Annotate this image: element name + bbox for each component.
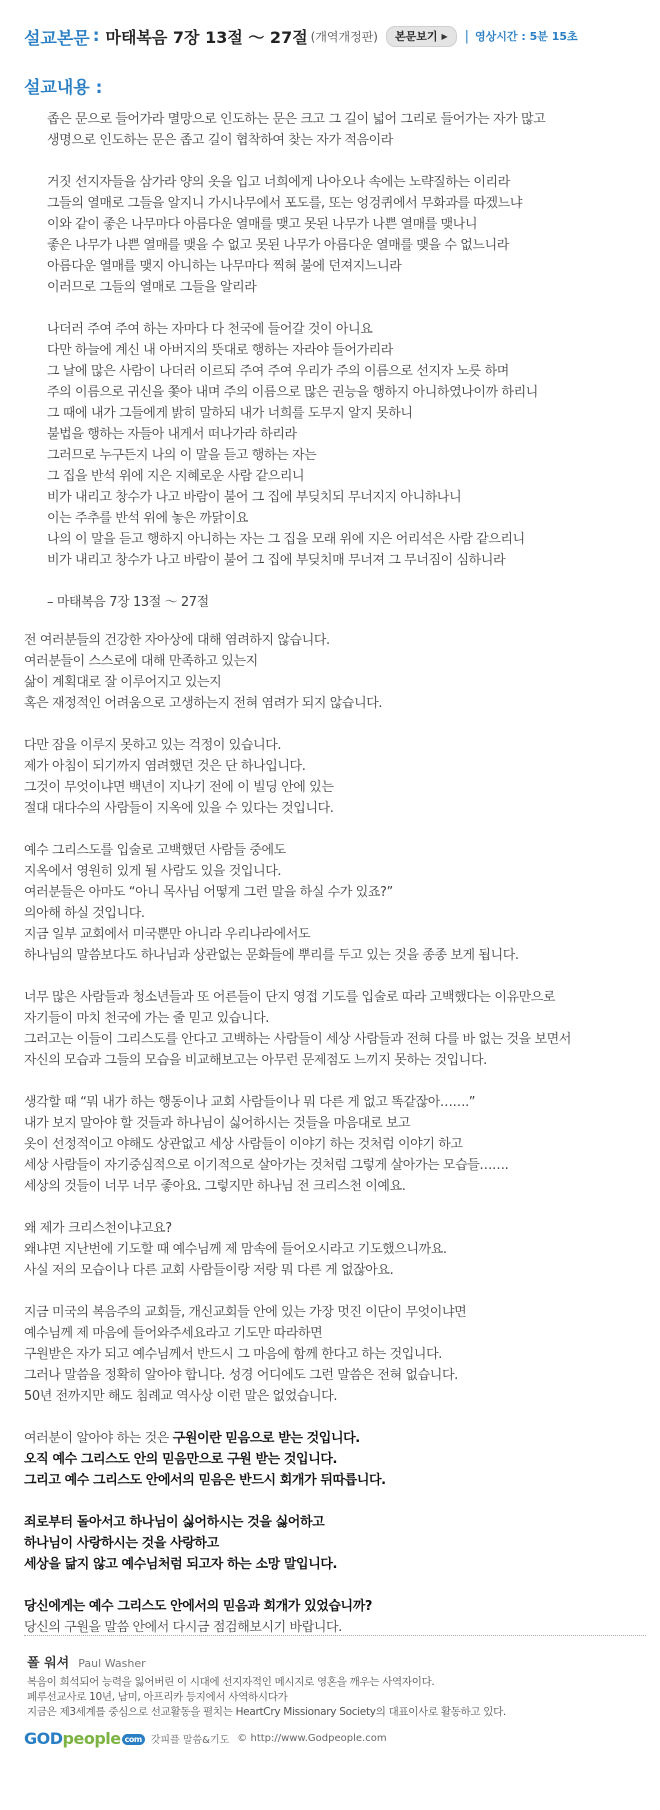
author-name: 폴 워셔	[27, 1656, 70, 1671]
text-line: 그러나 말씀을 정확히 알아야 합니다. 성경 어디에도 그런 말씀은 전혀 없습니다.	[24, 1368, 458, 1383]
text-line: 아름다운 열매를 맺지 아니하는 나무마다 찍혀 불에 던져지느니라	[47, 259, 402, 274]
text-line: 좁은 문으로 들어가라 멸망으로 인도하는 문은 크고 그 길이 넓어 그리로 들어가는 자가 많고	[47, 112, 546, 127]
logo-com-badge: com	[122, 1734, 145, 1745]
text-line	[24, 1071, 571, 1092]
logo-people-text: people	[62, 1728, 121, 1748]
divider	[24, 1635, 646, 1636]
text-line: 너무 많은 사람들과 청소년들과 또 어른들이 단지 영접 기도를 입술로 따라 고백했다는 이유만으로	[24, 990, 556, 1005]
text-line: 그 때에 내가 그들에게 밝히 말하되 내가 너희를 도무지 알지 못하니	[47, 406, 413, 421]
text-line: 삶이 계획대로 잘 이루어지고 있는지	[24, 675, 222, 690]
view-scripture-label: 본문보기	[394, 30, 438, 43]
text-line: 이와 같이 좋은 나무마다 아름다운 열매를 맺고 못된 나무가 나쁜 열매를 맺나니	[47, 217, 478, 232]
text-line	[24, 966, 571, 987]
author-bio-line: 복음이 희석되어 능력을 잃어버린 이 시대에 선지자적인 메시지로 영혼을 깨우는 사역자이다.	[27, 1676, 435, 1688]
bible-version: (개역개정판)	[310, 29, 378, 44]
text-line: 다만 잠을 이루지 못하고 있는 걱정이 있습니다.	[24, 738, 282, 753]
text-line: 거짓 선지자들을 삼가라 양의 옷을 입고 너희에게 나아오나 속에는 노략질하는 이리라	[47, 175, 510, 190]
text-line: 왜냐면 지난번에 기도할 때 예수님께 제 맘속에 들어오시라고 기도했으니까요.	[24, 1242, 447, 1257]
text-line: 그들의 열매로 그들을 알지니 가시나무에서 포도를, 또는 엉겅퀴에서 무화과를 따겠느냐	[47, 196, 523, 211]
text-line: 그 날에 많은 사람이 나더러 이르되 주여 주여 우리가 주의 이름으로 선지자 노릇 하며	[47, 364, 509, 379]
play-triangle-icon: ▶	[441, 31, 448, 41]
text-line	[47, 151, 545, 172]
text-line: 세상 사람들이 자기중심적으로 이기적으로 살아가는 것처럼 그렇게 살아가는 모습들…….	[24, 1158, 509, 1173]
text-line: 제가 아침이 되기까지 염려했던 것은 단 하나입니다.	[24, 759, 306, 774]
text-line: 의아해 하실 것입니다.	[24, 906, 145, 921]
sermon-header	[24, 25, 578, 47]
text-line: 세상을 닮지 않고 예수님처럼 되고자 하는 소망 말입니다.	[24, 1557, 338, 1572]
text-line	[24, 1197, 571, 1218]
bold-phrase: 구원이란 믿음으로 받는 것입니다.	[172, 1431, 360, 1446]
text-line: 당신의 구원을 말씀 안에서 다시금 점검해보시기 바랍니다.	[24, 1620, 342, 1635]
video-duration: 영상시간 : 5분 15초	[475, 30, 578, 43]
text-line	[24, 1575, 571, 1596]
text-line: 하나님이 사랑하시는 것을 사랑하고	[24, 1536, 219, 1551]
text-line	[24, 1407, 571, 1428]
text-line	[24, 1281, 571, 1302]
author-bio-line: 페루선교사로 10년, 남미, 아프리카 등지에서 사역하시다가	[27, 1691, 288, 1703]
text-line: 다만 하늘에 계신 내 아버지의 뜻대로 행하는 자라야 들어가리라	[47, 343, 393, 358]
text-line: 내가 보지 말아야 할 것들과 하나님이 싫어하시는 것들을 마음대로 보고	[24, 1116, 411, 1131]
copyright-link[interactable]: © http://www.Godpeople.com	[237, 1732, 387, 1744]
text-line: 여러분들이 스스로에 대해 만족하고 있는지	[24, 654, 258, 669]
text-line: 주의 이름으로 귀신을 쫓아 내며 주의 이름으로 많은 권능을 행하지 아니하였나이까 하리니	[47, 385, 538, 400]
scripture-label: 설교본문	[24, 28, 90, 49]
text-line: 여러분들은 아마도 “아니 목사님 어떻게 그런 말을 하실 수가 있죠?”	[24, 885, 393, 900]
godpeople-logo[interactable]	[24, 1729, 145, 1748]
text-line: 좋은 나무가 나쁜 열매를 맺을 수 없고 못된 나무가 아름다운 열매를 맺을 수 없느니라	[47, 238, 509, 253]
text-line: 혹은 재정적인 어려움으로 고생하는지 전혀 염려가 되지 않습니다.	[24, 696, 383, 711]
text-line: 그리고 예수 그리스도 안에서의 믿음은 반드시 회개가 뒤따릅니다.	[24, 1473, 386, 1488]
text-line: 불법을 행하는 자들아 내게서 떠나가라 하리라	[47, 427, 297, 442]
scripture-reference: 마태복음 7장 13절 ～ 27절	[105, 27, 308, 47]
footer-slogan: 갓피플 말씀&기도	[150, 1734, 230, 1746]
text-line: 지옥에서 영원히 있게 될 사람도 있을 것입니다.	[24, 864, 282, 879]
scripture-label-colon: :	[92, 26, 100, 46]
logo-god-text: GOD	[24, 1728, 63, 1748]
text-line: 절대 대다수의 사람들이 지옥에 있을 수 있다는 것입니다.	[24, 801, 334, 816]
text-line: 생각할 때 “뭐 내가 하는 행동이나 교회 사람들이나 뭐 다른 게 없고 똑같잖아…….”	[24, 1095, 476, 1110]
section-title: 설교내용 :	[24, 78, 103, 98]
text-line: 비가 내리고 창수가 나고 바람이 불어 그 집에 부딪치매 무너져 그 무너짐이 심하니라	[47, 553, 506, 568]
text-line: 그것이 무엇이냐면 백년이 지나기 전에 이 빌딩 안에 있는	[24, 780, 334, 795]
text-line: 여러분이 알아야 하는 것은 구원이란 믿음으로 받는 것입니다.	[24, 1431, 360, 1446]
footer	[24, 1728, 387, 1748]
text-line	[24, 819, 571, 840]
text-line: 하나님의 말씀보다도 하나님과 상관없는 문화들에 뿌리를 두고 있는 것을 종종 보게 됩니다.	[24, 948, 519, 963]
text-line: 그러고는 이들이 그리스도를 안다고 고백하는 사람들이 세상 사람들과 전혀 다를 바 없는 것을 보면서	[24, 1032, 571, 1047]
text-line: 자기들이 마치 천국에 가는 줄 믿고 있습니다.	[24, 1011, 269, 1026]
header-separator: |	[464, 28, 470, 44]
author-name-english: Paul Washer	[78, 1657, 146, 1670]
text-line	[24, 1491, 571, 1512]
text-line: 비가 내리고 창수가 나고 바람이 불어 그 집에 부딪치되 무너지지 아니하나니	[47, 490, 462, 505]
sermon-text	[24, 630, 571, 1638]
text-line: 전 여러분들의 건강한 자아상에 대해 염려하지 않습니다.	[24, 633, 330, 648]
text-line	[47, 298, 545, 319]
text-line: 지금 미국의 복음주의 교회들, 개신교회들 안에 있는 가장 멋진 이단이 무엇이냐면	[24, 1305, 467, 1320]
text-line: 이는 주추를 반석 위에 놓은 까닭이요	[47, 511, 249, 526]
view-scripture-button[interactable]	[386, 26, 457, 47]
author-name-row	[27, 1652, 146, 1671]
author-bio-line: 지금은 제3세계를 중심으로 선교활동을 펼치는 HeartCry Missionary Society의 대표이사로 활동하고 있다.	[27, 1706, 506, 1718]
text-line: 나더러 주여 주여 하는 자마다 다 천국에 들어갈 것이 아니요	[47, 322, 373, 337]
text-line: 죄로부터 돌아서고 하나님이 싫어하시는 것을 싫어하고	[24, 1515, 325, 1530]
scripture-text	[47, 109, 545, 613]
text-line: 세상의 것들이 너무 너무 좋아요. 그렇지만 하나님 전 크리스천 이예요.	[24, 1179, 406, 1194]
text-line: 오직 예수 그리스도 안의 믿음만으로 구원 받는 것입니다.	[24, 1452, 338, 1467]
text-line: 이러므로 그들의 열매로 그들을 알리라	[47, 280, 257, 295]
text-line: 사실 저의 모습이나 다른 교회 사람들이랑 저랑 뭐 다른 게 없잖아요.	[24, 1263, 394, 1278]
text-line: 자신의 모습과 그들의 모습을 비교해보고는 아무런 문제점도 느끼지 못하는 것입니다.	[24, 1053, 487, 1068]
author-bio	[27, 1675, 506, 1720]
text-line: 지금 일부 교회에서 미국뿐만 아니라 우리나라에서도	[24, 927, 311, 942]
text-line: 그러므로 누구든지 나의 이 말을 듣고 행하는 자는	[47, 448, 317, 463]
text-line: 생명으로 인도하는 문은 좁고 길이 협착하여 찾는 자가 적음이라	[47, 133, 393, 148]
text-line: 왜 제가 크리스천이냐고요?	[24, 1221, 172, 1236]
text-line: 구원받은 자가 되고 예수님께서 반드시 그 마음에 함께 한다고 하는 것입니다.	[24, 1347, 442, 1362]
text-line: 그 집을 반석 위에 지은 지혜로운 사람 같으리니	[47, 469, 305, 484]
text-line	[47, 571, 545, 592]
text-line: 옷이 선정적이고 야해도 상관없고 세상 사람들이 이야기 하는 것처럼 이야기 하고	[24, 1137, 463, 1152]
text-line: 나의 이 말을 듣고 행하지 아니하는 자는 그 집을 모래 위에 지은 어리석은 사람 같으리니	[47, 532, 525, 547]
text-line: – 마태복음 7장 13절 ～ 27절	[47, 595, 209, 610]
text-line: 예수님께 제 마음에 들어와주세요라고 기도만 따라하면	[24, 1326, 323, 1341]
text-line	[24, 714, 571, 735]
text-line: 당신에게는 예수 그리스도 안에서의 믿음과 회개가 있었습니까?	[24, 1599, 373, 1614]
text-line: 50년 전까지만 해도 침례교 역사상 이런 말은 없었습니다.	[24, 1389, 338, 1404]
text-line: 예수 그리스도를 입술로 고백했던 사람들 중에도	[24, 843, 286, 858]
